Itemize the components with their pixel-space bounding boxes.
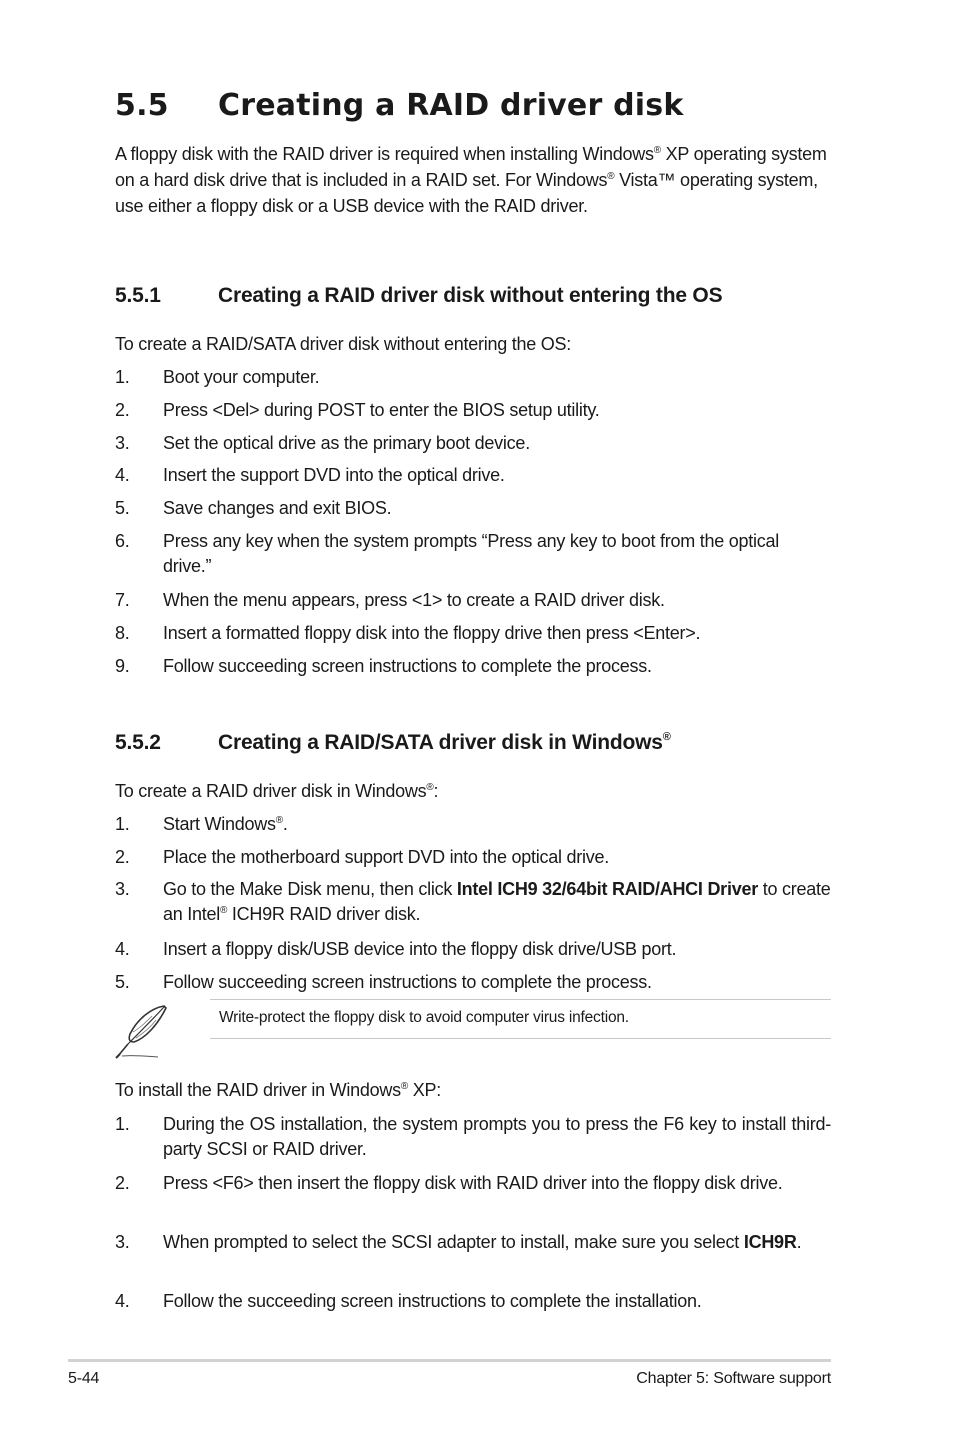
section2-lead: To create a RAID driver disk in Windows®:: [115, 781, 439, 801]
list-item: 9. Follow succeeding screen instructions to complete the process.: [115, 656, 652, 676]
intro-paragraph: A floppy disk with the RAID driver is required when installing Windows® XP operating system on a hard disk drive that is included in a RAID set. For Windows® Vista™ operating system, use either a floppy disk or a USB device with the RAID driver.: [115, 144, 827, 216]
list-item: 6. Press any key when the system prompts “Press any key to boot from the optical drive.”: [115, 531, 780, 576]
list-item: 4. Insert the support DVD into the optical drive.: [115, 465, 505, 485]
section1-lead: To create a RAID/SATA driver disk without entering the OS:: [115, 334, 572, 354]
list-item: 1. During the OS installation, the system prompts you to press the F6 key to install third-party SCSI or RAID driver.: [115, 1114, 831, 1159]
list-item: 2. Press <F6> then insert the floppy disk with RAID driver into the floppy disk drive.: [115, 1173, 783, 1193]
list-item: 3. Set the optical drive as the primary boot device.: [115, 433, 530, 453]
note-top-divider: [210, 999, 831, 1000]
list-item: 2. Press <Del> during POST to enter the BIOS setup utility.: [115, 400, 600, 420]
list-item: 8. Insert a formatted floppy disk into the floppy drive then press <Enter>.: [115, 623, 701, 643]
section-title: Creating a RAID driver disk: [218, 88, 684, 123]
list-item: 3. Go to the Make Disk menu, then click Intel ICH9 32/64bit RAID/AHCI Driver to create an Intel® ICH9R RAID driver disk.: [115, 879, 831, 924]
note-bottom-divider: [210, 1038, 831, 1039]
chapter-label: Chapter 5: Software support: [636, 1370, 831, 1387]
page-number: 5-44: [68, 1370, 100, 1387]
list-item: 4. Insert a floppy disk/USB device into the floppy disk drive/USB port.: [115, 939, 677, 959]
subsection-heading-5-5-2: 5.5.2 Creating a RAID/SATA driver disk in Windows®: [115, 731, 671, 754]
list-item: 7. When the menu appears, press <1> to create a RAID driver disk.: [115, 590, 665, 610]
install-lead: To install the RAID driver in Windows® XP:: [115, 1080, 441, 1100]
list-item: 1. Boot your computer.: [115, 367, 320, 387]
subsection-heading-5-5-1: 5.5.1 Creating a RAID driver disk without entering the OS: [115, 284, 723, 307]
list-item: 3. When prompted to select the SCSI adapter to install, make sure you select ICH9R.: [115, 1232, 802, 1252]
feather-pen-icon: [112, 1002, 172, 1060]
list-item: 4. Follow the succeeding screen instructions to complete the installation.: [115, 1291, 702, 1311]
page-title: [115, 88, 683, 123]
list-item: 5. Follow succeeding screen instructions to complete the process.: [115, 972, 652, 992]
list-item: 1. Start Windows®.: [115, 814, 288, 834]
footer-divider: [68, 1359, 831, 1362]
note-text: Write-protect the floppy disk to avoid computer virus infection.: [219, 1009, 629, 1026]
list-item: 5. Save changes and exit BIOS.: [115, 498, 392, 518]
section-number: 5.5: [115, 88, 169, 123]
list-item: 2. Place the motherboard support DVD into the optical drive.: [115, 847, 609, 867]
